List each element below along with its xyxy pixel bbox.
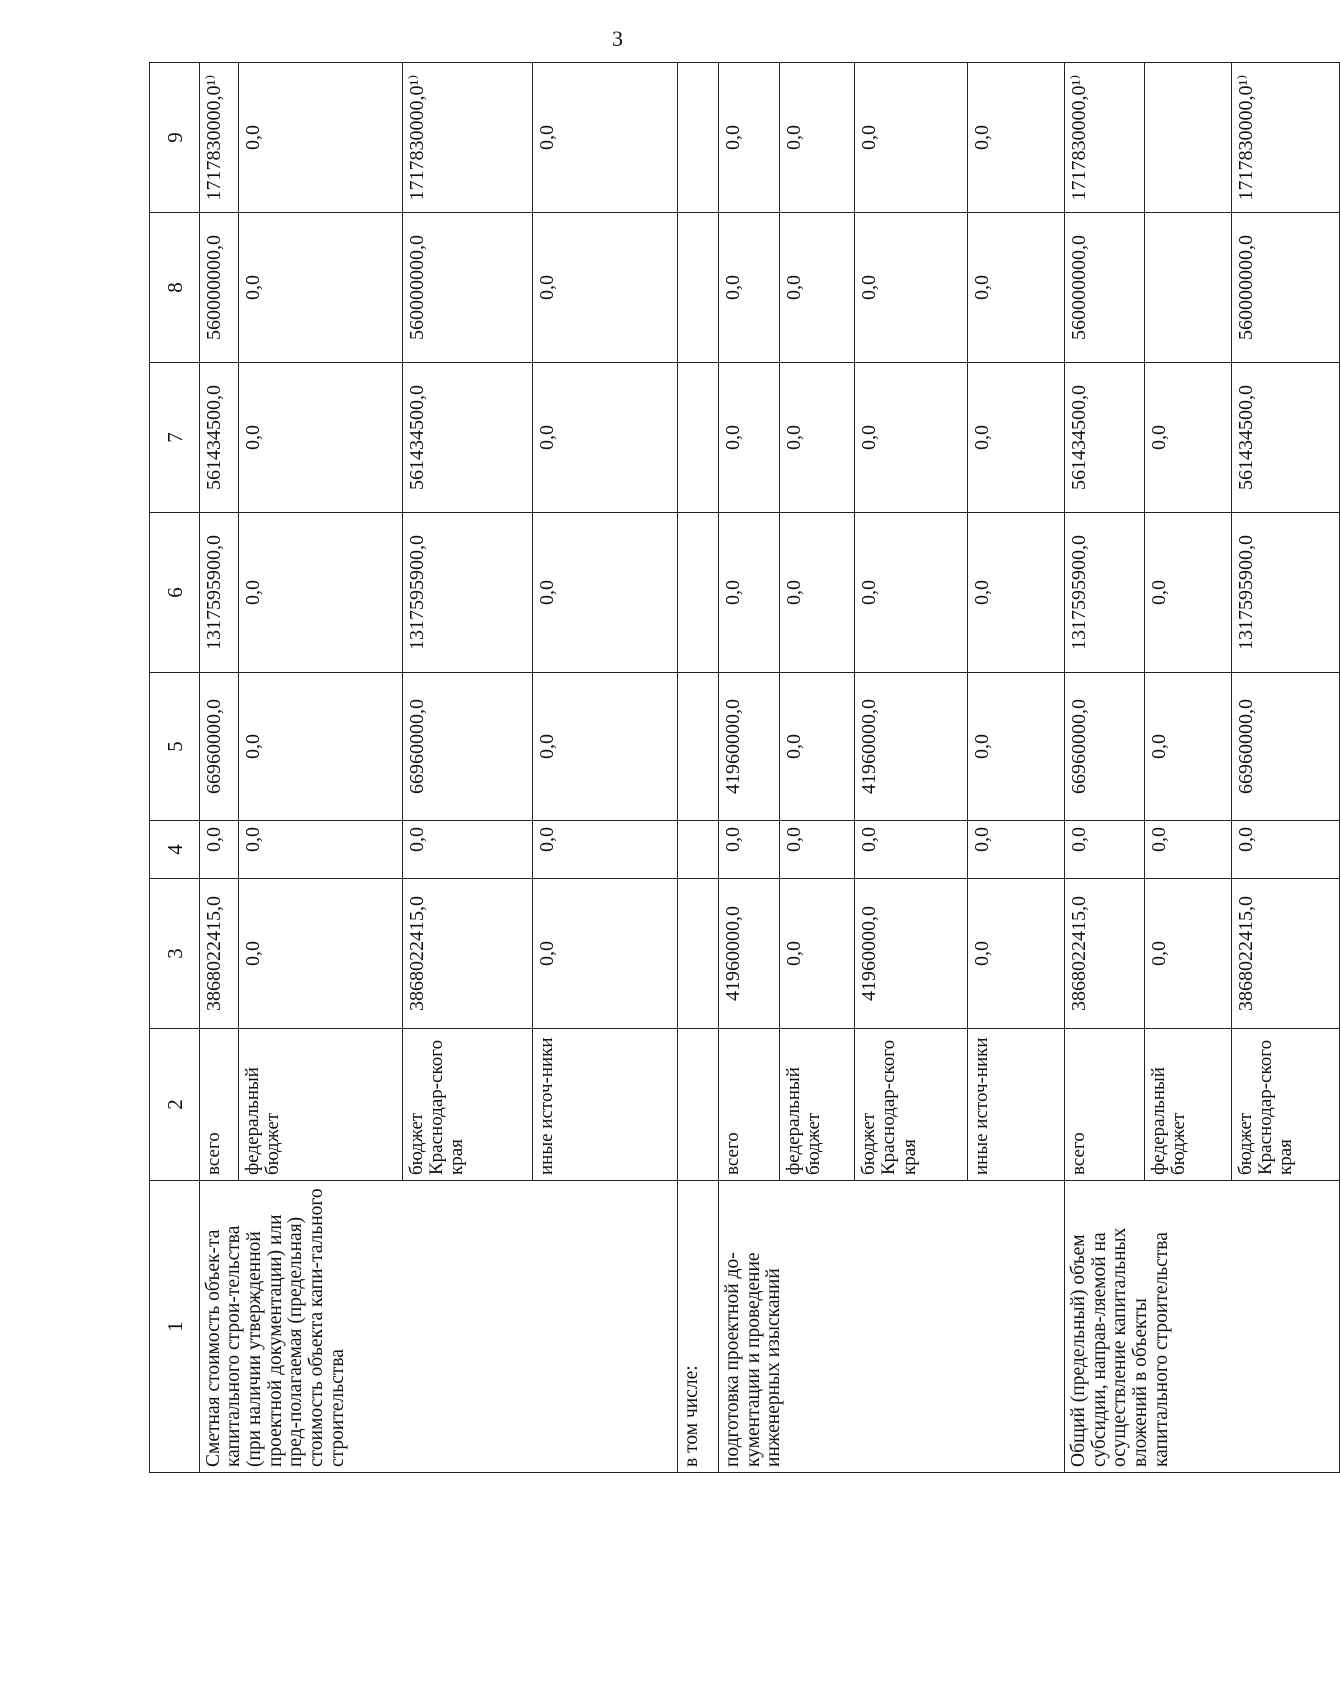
value-cell: 0,0 — [967, 363, 1064, 513]
funding-source-cell: федеральный бюджет — [779, 1029, 855, 1181]
capital-investment-table — [149, 62, 1340, 1473]
value-cell: 0,0 — [718, 363, 779, 513]
value-cell: 0,0 — [779, 513, 855, 673]
value-cell: 1317595900,0 — [199, 513, 238, 673]
section-name-cell: в том числе: — [677, 1181, 718, 1473]
value-cell: 561434500,0 — [199, 363, 238, 513]
value-cell: 0,0 — [532, 821, 677, 879]
column-header: 6 — [150, 513, 200, 673]
page-number: 3 — [612, 26, 623, 51]
value-cell: 0,0 — [1065, 821, 1145, 879]
value-cell: 560000000,0 — [1065, 213, 1145, 363]
value-cell: 3868022415,0 — [1231, 879, 1339, 1029]
value-cell: 0,0 — [967, 63, 1064, 213]
value-cell: 3868022415,0 — [1065, 879, 1145, 1029]
value-cell: 0,0 — [532, 213, 677, 363]
value-cell: 0,0 — [238, 363, 402, 513]
value-cell: 66960000,0 — [199, 673, 238, 821]
header-row — [150, 63, 200, 1473]
value-cell: 0,0 — [967, 879, 1064, 1029]
funding-source-cell: бюджет Краснодар-ского края — [855, 1029, 968, 1181]
funding-source-cell: всего — [1065, 1029, 1145, 1181]
value-cell: 0,0 — [779, 673, 855, 821]
table-row — [199, 63, 238, 1473]
value-cell: 0,0 — [1145, 513, 1232, 673]
value-cell: 561434500,0 — [403, 363, 533, 513]
value-cell: 0,0 — [855, 363, 968, 513]
value-cell: 0,0 — [855, 821, 968, 879]
section-name-cell: Общий (предельный) объем субсидии, направ-ляемой на осуществление капитальных вложений в объекты капитального строительства — [1065, 1181, 1340, 1473]
value-cell — [677, 673, 718, 821]
value-cell: 1317595900,0 — [1065, 513, 1145, 673]
value-cell: 0,0 — [855, 213, 968, 363]
value-cell: 0,0 — [238, 821, 402, 879]
value-cell: 0,0 — [532, 63, 677, 213]
funding-source-cell: федеральный бюджет — [238, 1029, 402, 1181]
value-cell: 560000000,0 — [199, 213, 238, 363]
value-cell: 66960000,0 — [1065, 673, 1145, 821]
column-header: 8 — [150, 213, 200, 363]
value-cell — [1145, 213, 1232, 363]
column-header: 5 — [150, 673, 200, 821]
column-header: 7 — [150, 363, 200, 513]
value-cell: 1717830000,0¹⁾ — [403, 63, 533, 213]
value-cell: 41960000,0 — [855, 673, 968, 821]
value-cell: 561434500,0 — [1231, 363, 1339, 513]
funding-source-cell: иные источ-ники — [532, 1029, 677, 1181]
value-cell: 66960000,0 — [1231, 673, 1339, 821]
value-cell: 41960000,0 — [855, 879, 968, 1029]
value-cell: 0,0 — [532, 879, 677, 1029]
value-cell: 0,0 — [238, 513, 402, 673]
value-cell: 560000000,0 — [403, 213, 533, 363]
value-cell: 0,0 — [1145, 821, 1232, 879]
value-cell: 0,0 — [718, 513, 779, 673]
value-cell — [677, 363, 718, 513]
value-cell: 0,0 — [967, 513, 1064, 673]
value-cell — [677, 513, 718, 673]
value-cell: 3868022415,0 — [199, 879, 238, 1029]
table-row — [677, 63, 718, 1473]
rotated-table-container — [149, 63, 1340, 1473]
value-cell: 41960000,0 — [718, 879, 779, 1029]
value-cell — [677, 63, 718, 213]
value-cell — [1145, 63, 1232, 213]
value-cell: 0,0 — [779, 213, 855, 363]
funding-source-cell — [677, 1029, 718, 1181]
column-header: 9 — [150, 63, 200, 213]
value-cell: 1317595900,0 — [403, 513, 533, 673]
value-cell: 0,0 — [718, 213, 779, 363]
value-cell: 0,0 — [1231, 821, 1339, 879]
value-cell: 0,0 — [1145, 673, 1232, 821]
funding-source-cell: иные источ-ники — [967, 1029, 1064, 1181]
value-cell: 0,0 — [718, 63, 779, 213]
value-cell: 0,0 — [238, 213, 402, 363]
funding-source-cell: всего — [718, 1029, 779, 1181]
value-cell: 0,0 — [967, 213, 1064, 363]
value-cell: 0,0 — [199, 821, 238, 879]
value-cell — [677, 879, 718, 1029]
value-cell: 0,0 — [238, 879, 402, 1029]
funding-source-cell: федеральный бюджет — [1145, 1029, 1232, 1181]
value-cell: 0,0 — [532, 513, 677, 673]
table-row — [1065, 63, 1145, 1473]
value-cell: 0,0 — [779, 821, 855, 879]
value-cell: 0,0 — [238, 63, 402, 213]
value-cell: 1317595900,0 — [1231, 513, 1339, 673]
value-cell: 66960000,0 — [403, 673, 533, 821]
value-cell: 0,0 — [855, 513, 968, 673]
table-row — [718, 63, 779, 1473]
value-cell: 0,0 — [403, 821, 533, 879]
value-cell: 0,0 — [779, 363, 855, 513]
section-name-cell: подготовка проектной до-кументации и проведение инженерных изысканий — [718, 1181, 1064, 1473]
value-cell: 561434500,0 — [1065, 363, 1145, 513]
column-header: 4 — [150, 821, 200, 879]
column-header: 1 — [150, 1181, 200, 1473]
column-header: 3 — [150, 879, 200, 1029]
funding-source-cell: бюджет Краснодар-ского края — [1231, 1029, 1339, 1181]
value-cell: 0,0 — [1145, 879, 1232, 1029]
value-cell — [677, 821, 718, 879]
funding-source-cell: всего — [199, 1029, 238, 1181]
value-cell: 41960000,0 — [718, 673, 779, 821]
value-cell: 0,0 — [855, 63, 968, 213]
funding-source-cell: бюджет Краснодар-ского края — [403, 1029, 533, 1181]
value-cell: 0,0 — [532, 363, 677, 513]
value-cell: 3868022415,0 — [403, 879, 533, 1029]
value-cell: 0,0 — [532, 673, 677, 821]
value-cell: 0,0 — [718, 821, 779, 879]
value-cell: 0,0 — [779, 879, 855, 1029]
value-cell: 0,0 — [238, 673, 402, 821]
section-name-cell: Сметная стоимость объек-та капитального строи-тельства (при наличии утвержденной проектной документации) или пред-полагаемая (предельная) стоимость объекта капи-тального строительства — [199, 1181, 677, 1473]
value-cell: 1717830000,0¹⁾ — [199, 63, 238, 213]
value-cell: 0,0 — [779, 63, 855, 213]
value-cell — [677, 213, 718, 363]
value-cell: 0,0 — [967, 821, 1064, 879]
value-cell: 560000000,0 — [1231, 213, 1339, 363]
column-header: 2 — [150, 1029, 200, 1181]
value-cell: 0,0 — [1145, 363, 1232, 513]
value-cell: 0,0 — [967, 673, 1064, 821]
value-cell: 1717830000,0¹⁾ — [1231, 63, 1339, 213]
value-cell: 1717830000,0¹⁾ — [1065, 63, 1145, 213]
